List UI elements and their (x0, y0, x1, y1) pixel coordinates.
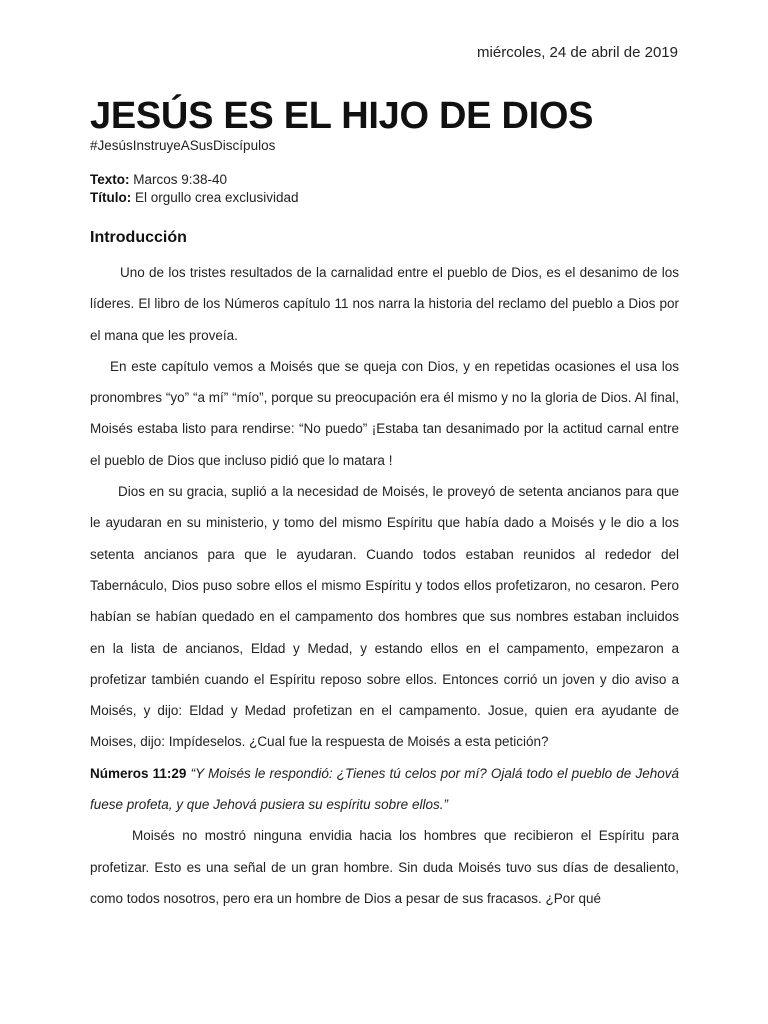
scripture-text: “Y Moisés le respondió: ¿Tienes tú celos por mí? Ojalá todo el pueblo de Jehová fuese profeta, y que Jehová pusiera su espíritu sobre ellos.” (90, 765, 679, 813)
paragraph: Moisés no mostró ninguna envidia hacia los hombres que recibieron el Espíritu para profetizar. Esto es una señal de un gran hombre. Sin duda Moisés tuvo sus días de desaliento, como todos nosotros, pero era un hombre de Dios a pesar de sus fracasos. ¿Por qué (90, 828, 679, 906)
scripture-quote (90, 758, 679, 821)
document-title: JESÚS ES EL HIJO DE DIOS (90, 95, 594, 137)
paragraph: Uno de los tristes resultados de la carnalidad entre el pueblo de Dios, es el desanimo de los líderes. El libro de los Números capítulo 11 nos narra la historia del reclamo del pueblo a Dios por el mana que les proveía. (90, 265, 679, 343)
paragraph: Dios en su gracia, suplió a la necesidad de Moisés, le proveyó de setenta ancianos para que le ayudaran en su ministerio, y tomo del mismo Espíritu que había dado a Moisés y le dio a los setenta ancianos para que le ayudaran. Cuando todos estaban reunidos al rededor del Tabernáculo, Dios puso sobre ellos el mismo Espíritu y todos ellos profetizaron, no cesaron. Pero habían se habían quedado en el campamento dos hombres que sus nombres estaban incluidos en la lista de ancianos, Eldad y Medad, y estando ellos en el campamento, empezaron a profetizar también cuando el Espíritu reposo sobre ellos. Entonces corrió un joven y dio aviso a Moisés, y dijo: Eldad y Medad profetizan en el campamento. Josue, quien era ayudante de Moises, dijo: Impídeselos. ¿Cual fue la respuesta de Moisés a esta petición? (90, 484, 679, 750)
texto-label: Texto: (90, 172, 130, 187)
texto-line (90, 171, 299, 189)
paragraph: En este capítulo vemos a Moisés que se queja con Dios, y en repetidas ocasiones el usa los pronombres “yo” “a mí” “mío”, porque su preocupación era él mismo y no la gloria de Dios. Al final, Moisés estaba listo para rendirse: “No puedo” ¡Estaba tan desanimado por la actitud carnal entre el pueblo de Dios que incluso pidió que lo matara ! (90, 358, 679, 468)
sermon-meta (90, 171, 299, 207)
texto-value: Marcos 9:38-40 (129, 172, 228, 187)
scripture-reference: Números 11:29 (90, 765, 187, 781)
body-text (90, 257, 679, 914)
series-hashtag: #JesúsInstruyeASusDiscípulos (90, 138, 276, 153)
titulo-value: El orgullo crea exclusividad (131, 190, 299, 205)
document-date: miércoles, 24 de abril de 2019 (477, 44, 678, 61)
titulo-label: Título: (90, 190, 132, 205)
section-heading-introduccion: Introducción (90, 229, 187, 246)
titulo-line (90, 189, 299, 207)
